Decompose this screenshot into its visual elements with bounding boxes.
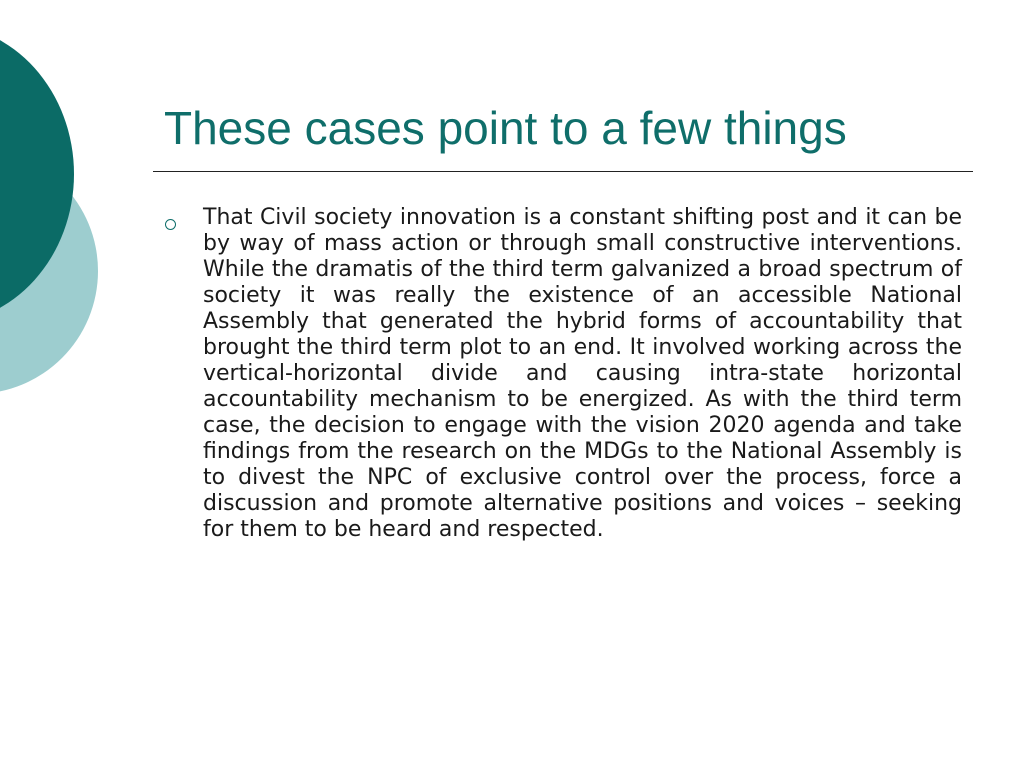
- bullet-item: [162, 205, 962, 543]
- bullet-text: That Civil society innovation is a constant shifting post and it can be by way of mass action or through small constructive interventions. While the dramatis of the third term galvanized a broad spectrum of society it was really the existence of an accessible National Assembly that generated the hybrid forms of accountability that brought the third term plot to an end. It involved working across the vertical-horizontal divide and causing intra-state horizontal accountability mechanism to be energized. As with the third term case, the decision to engage with the vision 2020 agenda and take findings from the research on the MDGs to the National Assembly is to divest the NPC of exclusive control over the process, force a discussion and promote alternative positions and voices – seeking for them to be heard and respected.: [203, 205, 962, 542]
- hollow-circle-bullet-icon: [165, 219, 176, 230]
- title-divider: [153, 171, 973, 172]
- slide-title: These cases point to a few things: [164, 102, 847, 154]
